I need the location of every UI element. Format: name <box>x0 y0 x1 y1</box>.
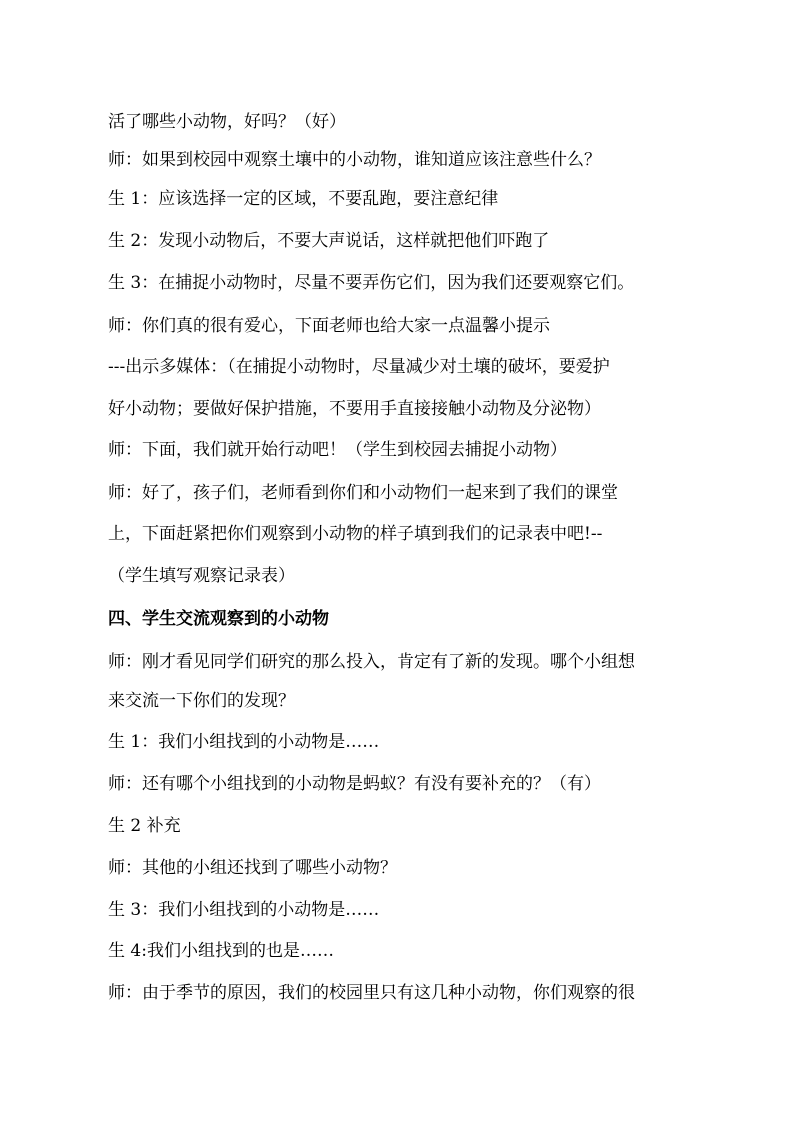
section-heading: 四、学生交流观察到的小动物 <box>108 609 329 629</box>
text-line: 师：刚才看见同学们研究的那么投入，肯定有了新的发现。哪个小组想 <box>108 652 635 672</box>
text-line: 生 1：我们小组找到的小动物是…… <box>108 732 380 752</box>
text-line: 生 4:我们小组找到的也是…… <box>108 941 334 961</box>
text-line: 生 2 补充 <box>108 816 181 836</box>
text-line: 师：其他的小组还找到了哪些小动物？ <box>108 858 397 878</box>
text-line: 生 2：发现小动物后，不要大声说话，这样就把他们吓跑了 <box>108 231 550 251</box>
text-line: 生 3：在捕捉小动物时，尽量不要弄伤它们，因为我们还要观察它们。 <box>108 273 635 293</box>
text-line: 生 3：我们小组找到的小动物是…… <box>108 900 380 920</box>
text-line: 师：好了，孩子们，老师看到你们和小动物们一起来到了我们的课堂 <box>108 483 618 503</box>
text-line: 师：你们真的很有爱心，下面老师也给大家一点温馨小提示 <box>108 316 550 336</box>
text-line: 上，下面赶紧把你们观察到小动物的样子填到我们的记录表中吧!-- <box>108 524 603 544</box>
text-line: 师：如果到校园中观察土壤中的小动物，谁知道应该注意些什么？ <box>108 150 601 170</box>
text-line: 生 1：应该选择一定的区域，不要乱跑，要注意纪律 <box>108 189 499 209</box>
text-line: ---出示多媒体：（在捕捉小动物时，尽量减少对土壤的破坏，要爱护 <box>108 357 610 377</box>
text-line: 师：还有哪个小组找到的小动物是蚂蚁？有没有要补充的？（有） <box>108 774 601 794</box>
text-line: 师：由于季节的原因，我们的校园里只有这几种小动物，你们观察的很 <box>108 983 635 1003</box>
text-line: 好小动物；要做好保护措施，不要用手直接接触小动物及分泌物） <box>108 399 601 419</box>
text-line: （学生填写观察记录表） <box>108 566 295 586</box>
text-line: 活了哪些小动物，好吗？（好） <box>108 112 346 132</box>
text-line: 来交流一下你们的发现？ <box>108 691 295 711</box>
text-line: 师：下面，我们就开始行动吧！（学生到校园去捕捉小动物） <box>108 440 567 460</box>
